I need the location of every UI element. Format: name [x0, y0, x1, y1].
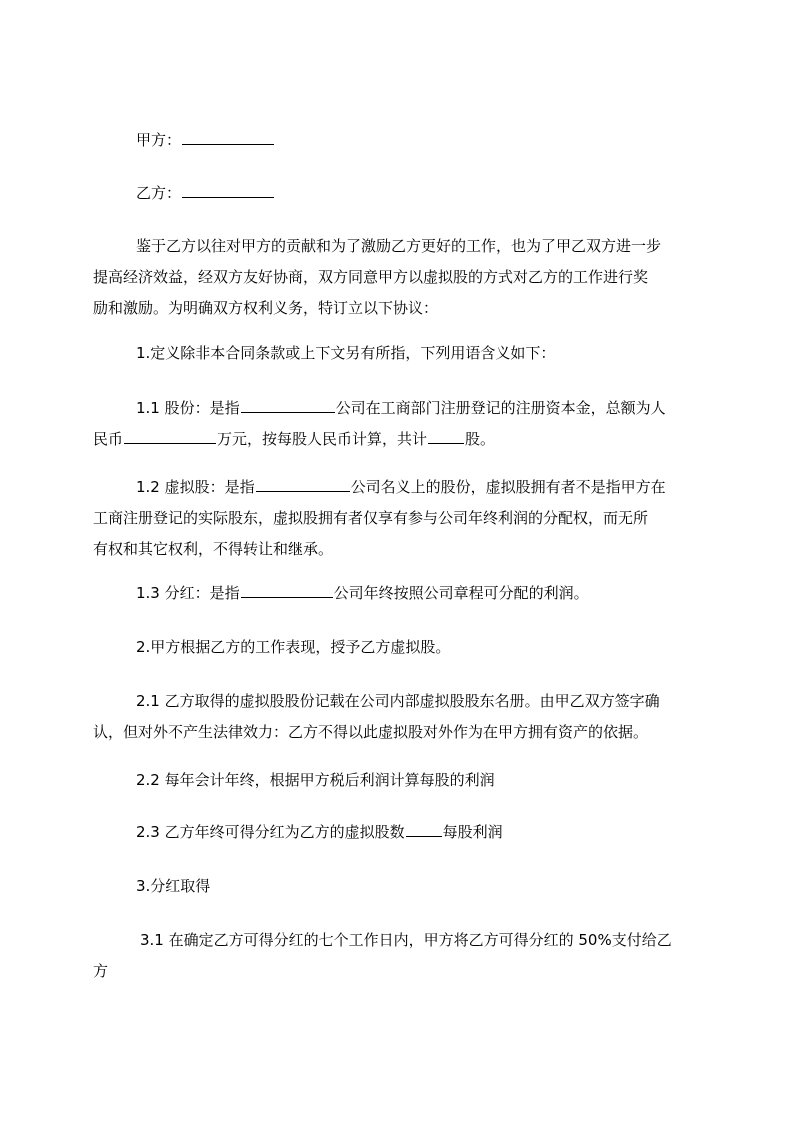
- clause-2-1-line-1: 2.1 乙方取得的虚拟股股份记载在公司内部虚拟股股东名册。由甲乙双方签字确: [136, 692, 660, 710]
- clause-1-3-prefix: 1.3 分红：是指: [136, 584, 240, 602]
- clause-3: [0, 871, 793, 902]
- party-b-blank: [182, 180, 274, 198]
- clause-1-2-line-2: 工商注册登记的实际股东，虚拟股拥有者仅享有参与公司年终利润的分配权，而无所: [93, 509, 649, 527]
- party-a-blank: [182, 127, 274, 145]
- party-b-line: [0, 178, 793, 209]
- clause-2-2-text: 2.2 每年会计年终，根据甲方税后利润计算每股的利润: [136, 771, 495, 789]
- clause-2-3: [0, 817, 793, 848]
- clause-1-1-prefix: 1.1 股份：是指: [136, 399, 240, 417]
- preamble-line-3: 励和激励。为明确双方权利义务，特订立以下协议：: [93, 299, 439, 317]
- clause-1-1-middle: 公司在工商部门注册登记的注册资本金，总额为人: [335, 399, 666, 417]
- clause-1-2-prefix: 1.2 虚拟股：是指: [136, 478, 255, 496]
- clause-1-2-line-3: 有权和其它权利，不得转让和继承。: [93, 540, 334, 558]
- preamble-line-2: 提高经济效益，经双方友好协商，双方同意甲方以虚拟股的方式对乙方的工作进行奖: [93, 268, 649, 286]
- clause-1-1: [0, 393, 793, 455]
- clause-1-text: 1.定义除非本合同条款或上下文另有所指，下列用语含义如下：: [136, 344, 556, 362]
- clause-3-1: [0, 925, 793, 987]
- clause-1: [0, 338, 793, 369]
- clause-2: [0, 632, 793, 663]
- clause-2-1: [0, 686, 793, 748]
- party-a-label: 甲方：: [136, 131, 182, 149]
- clause-3-1-line-2: 方: [93, 962, 109, 980]
- clause-2-1-line-2: 认，但对外不产生法律效力：乙方不得以此虚拟股对外作为在甲方拥有资产的依据。: [93, 723, 649, 741]
- clause-1-2: [0, 472, 793, 565]
- company-name-blank: [241, 395, 335, 413]
- capital-amount-blank: [124, 426, 216, 444]
- clause-1-1-line2-prefix: 民币: [93, 430, 124, 448]
- clause-2-text: 2.甲方根据乙方的工作表现，授予乙方虚拟股。: [136, 638, 451, 656]
- virtual-share-count-blank: [406, 819, 442, 837]
- company-name-blank-3: [241, 580, 333, 598]
- clause-3-1-line-1: 3.1 在确定乙方可得分红的七个工作日内，甲方将乙方可得分红的 50%支付给乙: [140, 931, 672, 949]
- clause-3-text: 3.分红取得: [136, 877, 211, 895]
- clause-1-3: [0, 578, 793, 609]
- share-count-blank: [428, 426, 464, 444]
- clause-2-3-prefix: 2.3 乙方年终可得分红为乙方的虚拟股数: [136, 823, 405, 841]
- preamble-line-1: 鉴于乙方以往对甲方的贡献和为了激励乙方更好的工作，也为了甲乙双方进一步: [136, 237, 662, 255]
- clause-1-3-suffix: 公司年终按照公司章程可分配的利润。: [333, 584, 589, 602]
- preamble-paragraph: [0, 231, 793, 324]
- company-name-blank-2: [256, 474, 350, 492]
- party-a-line: [0, 125, 793, 156]
- clause-2-2: [0, 765, 793, 796]
- clause-1-1-line2-suffix: 股。: [465, 430, 496, 448]
- party-b-label: 乙方：: [136, 184, 182, 202]
- clause-2-3-suffix: 每股利润: [442, 823, 503, 841]
- clause-1-2-middle: 公司名义上的股份，虚拟股拥有者不是指甲方在: [350, 478, 666, 496]
- clause-1-1-line2-middle: 万元，按每股人民币计算，共计: [217, 430, 428, 448]
